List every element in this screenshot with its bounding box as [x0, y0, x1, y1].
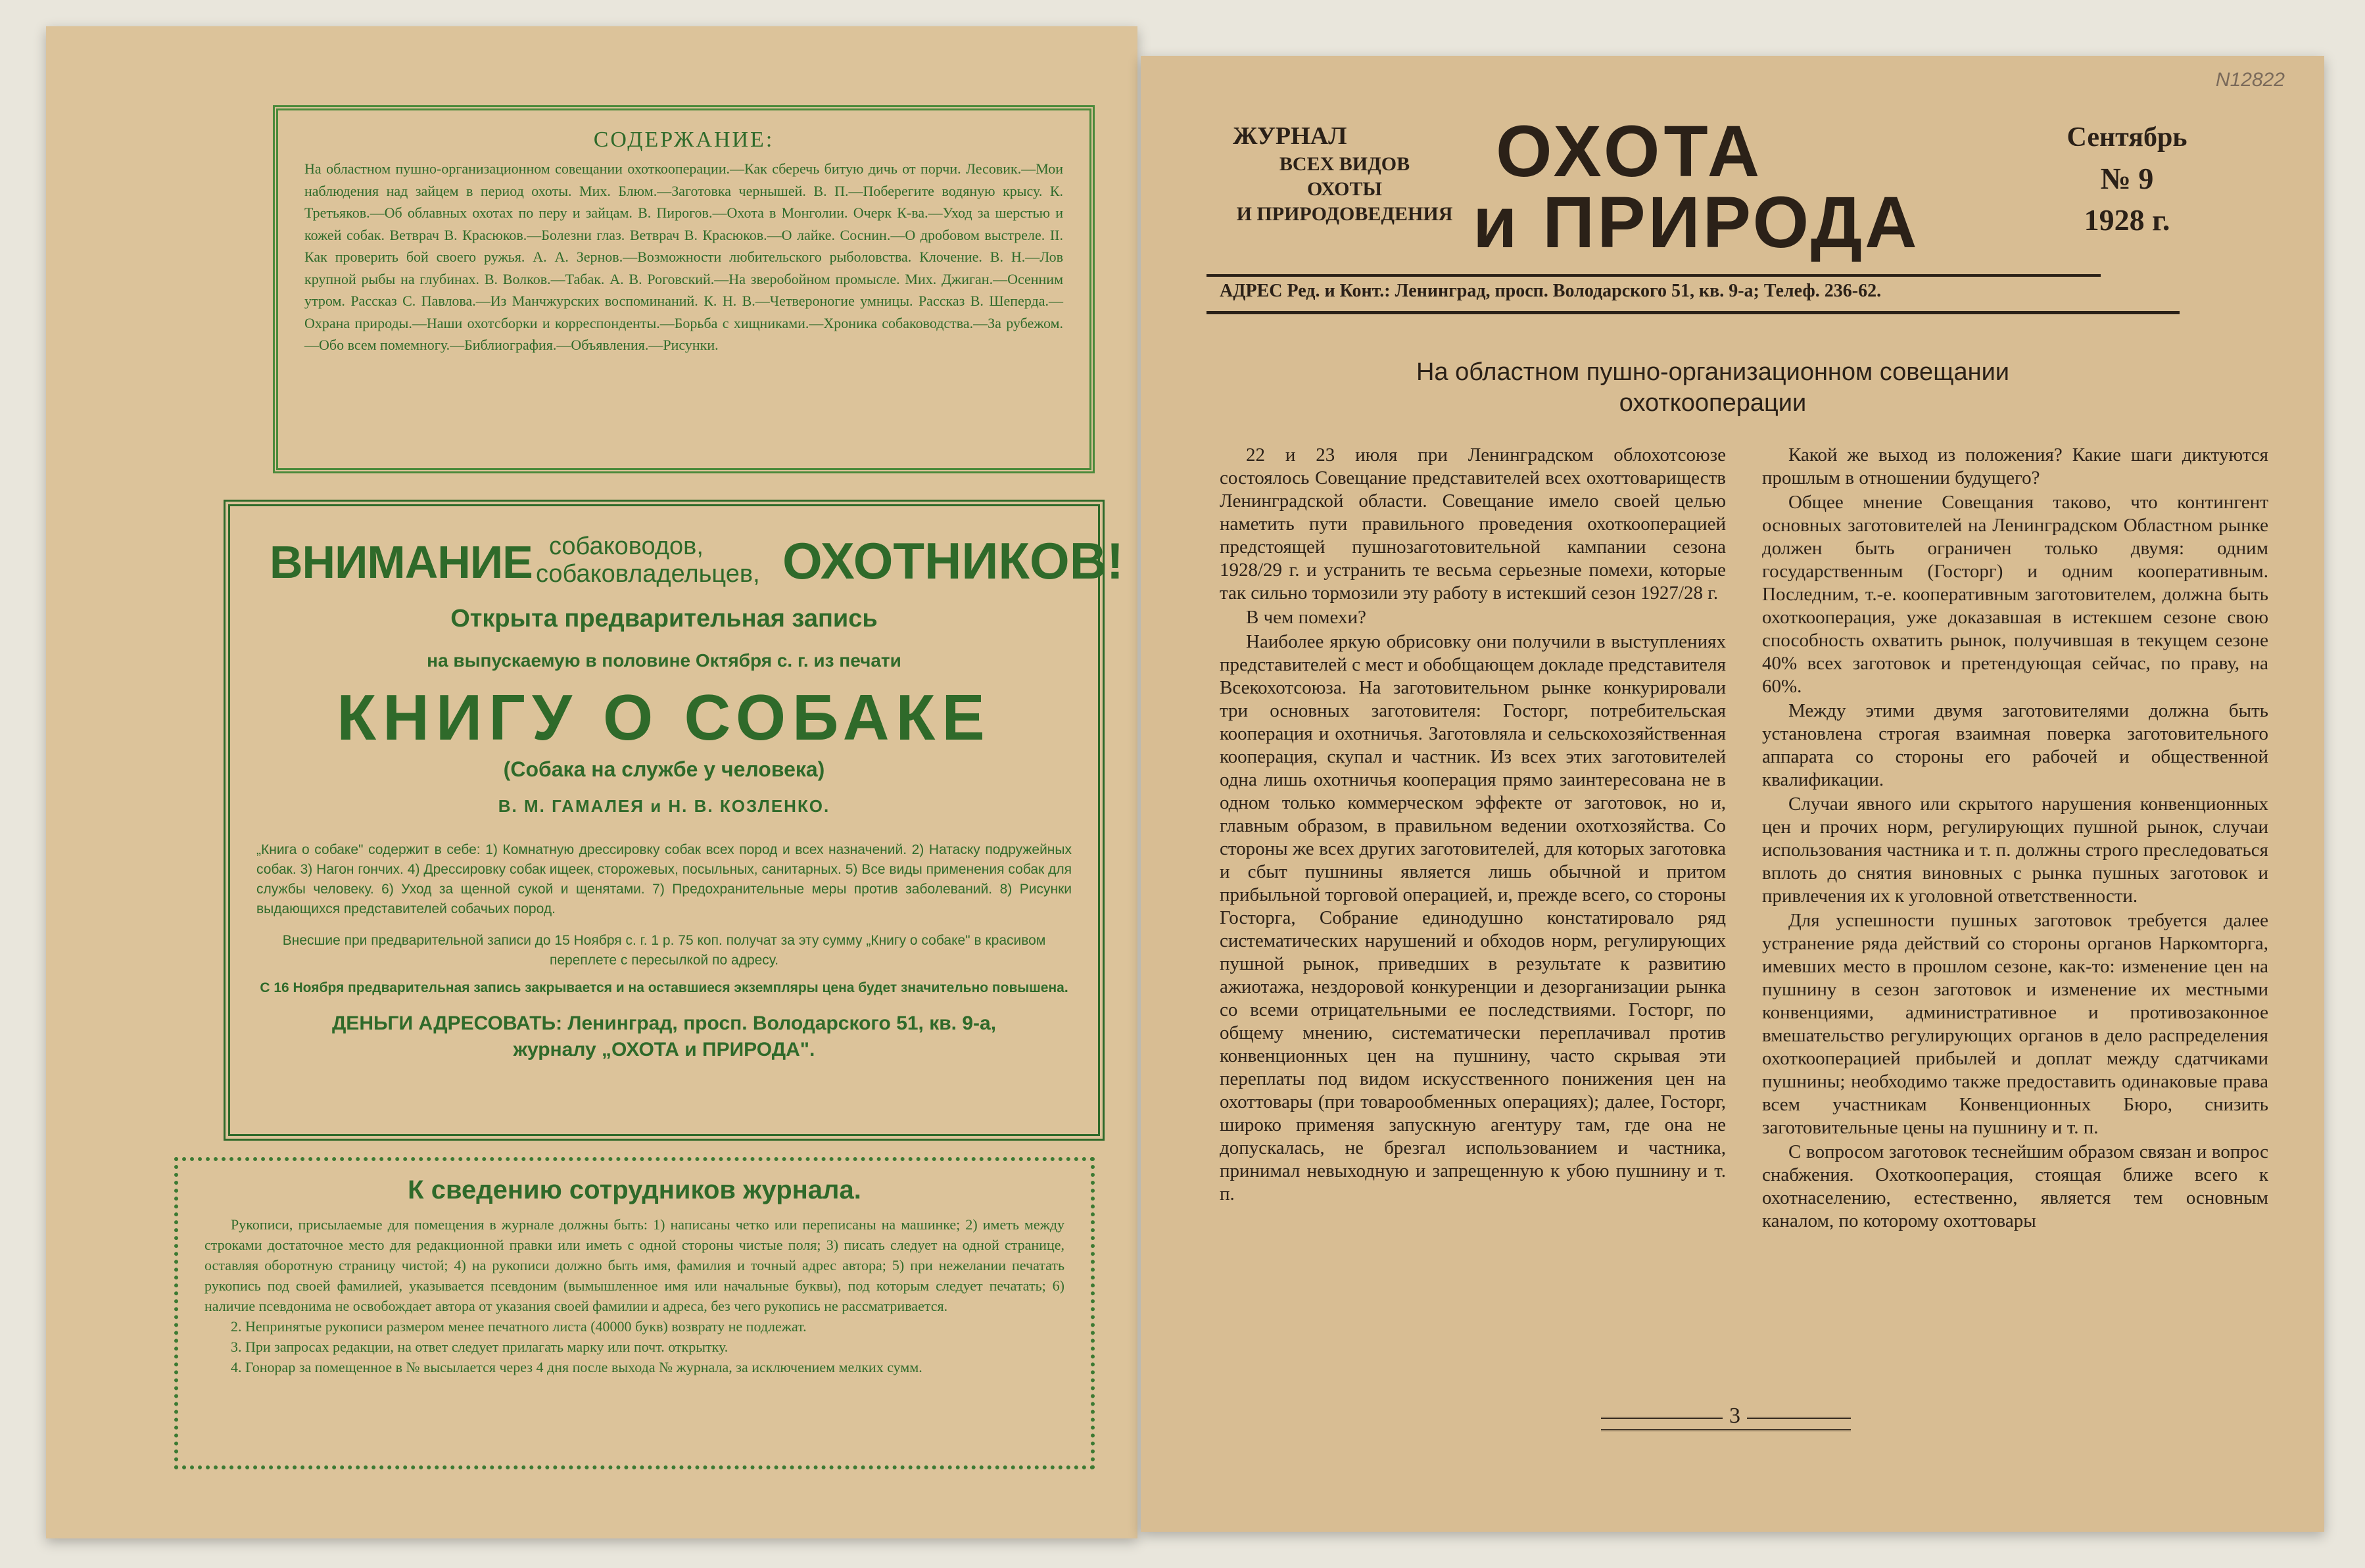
- article-title: [1220, 358, 2206, 417]
- notice-body2: 2. Непринятые рукописи размером менее печатного листа (40000 букв) возврату не подлежат.: [231, 1318, 807, 1335]
- journal-label: [1233, 122, 1456, 226]
- ad-subtitle: (Собака на службе у человека): [503, 757, 825, 781]
- ad-sub1: собаководов,: [549, 533, 704, 560]
- issue-year: 1928 г.: [2084, 203, 2170, 237]
- notice-body1: Рукописи, присылаемые для помещения в журнале должны быть: 1) написаны четко или переписаны на машинке; 2) иметь между строками достаточное место для редакционной правки или иметь с одной стороны чистые поля; 3) писать следует на одной странице, оставляя оборотную страницу чистой; 4) на рукописи должно быть имя, фамилия и точный адрес автора; 5) при нежелании печатать рукопись под своей фамилией, указывается псевдоним (вымышленное имя или начальные буквы), под которым следует печатать; 6) наличие псевдонима не освобождает автора от указания своей фамилии и адреса, без чего рукопись не рассматривается.: [204, 1216, 1064, 1314]
- ad-book-title: КНИГУ О СОБАКЕ: [337, 681, 991, 753]
- ad-money-line2: журналу „ОХОТА и ПРИРОДА".: [513, 1039, 815, 1060]
- col2-paragraph: Случаи явного или скрытого нарушения конвенционных цен и прочих норм, регулирующих пушной рынок, случаи использования частника и т. п. должны строго преследоваться вплоть до снятия виновных с рынка пушных заготовок и привлечения их к уголовной ответственности.: [1762, 794, 2268, 907]
- contributors-notice: [174, 1157, 1095, 1469]
- masthead: [1206, 111, 2258, 332]
- page-number: 3: [1723, 1404, 1747, 1429]
- article-column-1: [1220, 444, 1726, 1207]
- masthead-title-2: и ПРИРОДА: [1473, 182, 1920, 263]
- masthead-title-1: ОХОТА: [1496, 111, 1764, 192]
- contents-body: На областном пушно-организационном совещании охоткооперации.—Как сберечь битую дичь от порчи. Лесовик.—Мои наблюдения над зайцем в период охоты. Мих. Блюм.—Заготовка чернышей. В. П.—Поберегите водяную крысу. К. Третьяков.—Об облавных охотах по перу и зайцам. В. Пирогов.—Охота в Монголии. Очерк К-ва.—Уход за шерстью и кожей собак. Ветврач В. Красюков.—Болезни глаз. Ветврач В. Красюков.—О лайке. Соснин.—О дробовом выстреле. II. Как проверить бой своего ружья. А. А. Зернов.—Возможности любительского рыболовства. Клочение. В. Н.—Лов крупной рыбы на глубинах. В. Волков.—Табак. А. В. Роговский.—На зверобойном промысле. Мих. Джиган.—Осенним утром. Рассказ С. Павлова.—Из Манчжурских воспоминаний. К. Н. В.—Четвероногие умницы. Рассказ В. Шеперда.—Охрана природы.—Наши охотсборки и корреспонденты.—Борьба с хищниками.—Хроника собаководства.—За рубежом.—Обо всем помемногу.—Библиография.—Объявления.—Рисунки.: [304, 160, 1063, 353]
- issue-month: Сентябрь: [2066, 122, 2187, 153]
- ad-release: на выпускаемую в половине Октября с. г. из печати: [427, 650, 901, 671]
- contents-box: [273, 105, 1095, 473]
- col2-paragraph: Общее мнение Совещания таково, что контингент основных заготовителей на Ленинградском Областном рынке должен быть ограничен только двумя: одним государственным (Госторг) и одним кооперативным. Последним, т.-е. кооперативным заготовителем, должна быть охоткооперация, уже доказавшая в истекшем сезоне свою способность охватить рынок, получившая в текущем сезоне 40% всех заготовок и претендующая сейчас, по праву, на 60%.: [1762, 492, 2268, 697]
- notice-body4: 4. Гонорар за помещенное в № высылается через 4 дня после выхода № журнала, за исключением мелких сумм.: [231, 1359, 922, 1375]
- book-ad: [224, 500, 1124, 1141]
- article-title-line2: охоткооперации: [1619, 389, 1807, 417]
- col1-paragraph: 22 и 23 июля при Ленинградском облохотсоюзе состоялось Совещание представителей всех охоттовариществ Ленинградской области. Совещание имело своей целью наметить пути правильного проведения охоткооперацией предстоящей пушнозаготовительной кампании сезона 1928/29 г. и устранить те весьма серьезные помехи, которые так сильно тормозили эту работу в истекший сезон 1927/28 г.: [1220, 444, 1726, 604]
- col1-paragraph: Наиболее яркую обрисовку они получили в выступлениях представителей с мест и обобщающем докладе представителя Всекохотсоюза. На заготовительном рынке конкурировали три основных заготовителя: Госторг, потребительская кооперация и охотничья. Заготовляла и сельскохозяйственная кооперация, скупал и частник. Из всех этих заготовителей одна лишь охотничья кооперация прямо заинтересована не в одном только коммерческом эффекте от заготовок, но и, главным образом, в правильном ведении охотхозяйства. Со стороны же всех других заготовителей, для которых заготовка и сбыт пушнины является лишь обычной и притом прибыльной торговой операцией, и, прежде всего, со стороны Госторга, Собрание единодушно констатировало ряд систематических нарушений и обходов норм, регулирующих пушной рынок, приведших в результате к развитию ажиотажа, нездоровой конкуренции и дезорганизации рынка со всеми отрицательными ее последствиями. Госторг, по общему мнению, систематически переплачивал против конвенционных цен на пушнину, часто скрывая эти переплаты под видом искусственного понижения цен на охоттовары (при товарообменных операциях); далее, Госторг, широко применяя запускную агентуру там, где она не допускалась, не брезгал использованием и частника, принимал невыходную и запрещенную к убою пушнину и т. п.: [1220, 631, 1726, 1204]
- ad-attention: ВНИМАНИЕ: [270, 536, 533, 588]
- masthead-rule-bottom: [1206, 311, 2180, 314]
- ad-hunters: ОХОТНИКОВ!: [782, 532, 1124, 590]
- col1-paragraph: В чем помехи?: [1246, 607, 1366, 628]
- ad-price: Внесшие при предварительной записи до 15 Ноября с. г. 1 р. 75 коп. получат за эту сумму „Книгу о собаке" в красивом переплете с пересылкой по адресу.: [282, 933, 1046, 968]
- notice-body3: 3. При запросах редакции, на ответ следует прилагать марку или почт. открытку.: [231, 1339, 729, 1355]
- ad-authors: В. М. ГАМАЛЕЯ и Н. В. КОЗЛЕНКО.: [498, 796, 830, 816]
- article-title-line1: На областном пушно-организационном совещании: [1416, 358, 2010, 386]
- col2-paragraph: Между этими двумя заготовителями должна быть установлена строгая взаимная поверка заготовительного аппарата со стороны его рабочей и общественной квалификации.: [1762, 700, 2268, 790]
- ad-desc: „Книга о собаке" содержит в себе: 1) Комнатную дрессировку собак всех пород и всех назначений. 2) Натаску подружейных собак. 3) Нагон гончих. 4) Дрессировку собак ищеек, сторожевых, посыльных, санитарных. 5) Все виды применения собак для службы человеку. 6) Уход за щенной сукой и щенятами. 7) Предохранительные меры против заболеваний. 8) Рисунки выдающихся представителей собачьих пород.: [256, 842, 1072, 916]
- journal-label-1: ЖУРНАЛ: [1233, 122, 1347, 150]
- ad-headline: [256, 526, 1124, 592]
- col2-paragraph: С вопросом заготовок теснейшим образом связан и вопрос снабжения. Охоткооперация, стоящая ближе всего к охотнаселению, естественно, является тем основным каналом, по которому охоттовары: [1762, 1141, 2268, 1231]
- contents-title: СОДЕРЖАНИЕ:: [593, 128, 775, 152]
- article-column-2: [1762, 444, 2268, 1234]
- issue-number: № 9: [2100, 162, 2154, 195]
- ad-close: С 16 Ноября предварительная запись закрывается и на оставшиеся экземпляры цена будет значительно повышена.: [260, 980, 1068, 995]
- catalog-stamp: N12822: [2215, 69, 2285, 91]
- journal-label-3: ОХОТЫ: [1307, 178, 1382, 200]
- journal-label-2: ВСЕХ ВИДОВ: [1279, 153, 1410, 175]
- masthead-rule-top: [1206, 274, 2101, 277]
- ad-money-line1: ДЕНЬГИ АДРЕСОВАТЬ: Ленинград, просп. Володарского 51, кв. 9-а,: [331, 1012, 997, 1034]
- right-page: [1141, 56, 2324, 1532]
- issue-info: [2035, 122, 2219, 237]
- col2-paragraph: Какой же выход из положения? Какие шаги диктуются прошлым в отношении будущего?: [1762, 444, 2268, 488]
- ad-open: Открыта предварительная запись: [450, 605, 878, 632]
- address-line: АДРЕС Ред. и Конт.: Ленинград, просп. Володарского 51, кв. 9-а; Телеф. 236-62.: [1220, 281, 1882, 301]
- ad-sub2: собаковладельцев,: [536, 560, 760, 588]
- left-page: [46, 26, 1137, 1538]
- notice-title: К сведению сотрудников журнала.: [408, 1176, 861, 1204]
- journal-label-4: И ПРИРОДОВЕДЕНИЯ: [1236, 203, 1453, 225]
- col2-paragraph: Для успешности пушных заготовок требуется далее устранение ряда действий со стороны органов Наркомторга, имевших место в прошлом сезоне, как-то: изменение цен на пушнину в сезон заготовок и изменение их местными конвенциями, административное и противозаконное вмешательство регулирующих органов в дело распределения охоткооперацией прибылей и доплат между сдатчиками пушнины; необходимо также предоставить одинаковые права всем участникам Конвенционных Бюро, снизить заготовительные цены на пушнину и т. п.: [1762, 910, 2268, 1138]
